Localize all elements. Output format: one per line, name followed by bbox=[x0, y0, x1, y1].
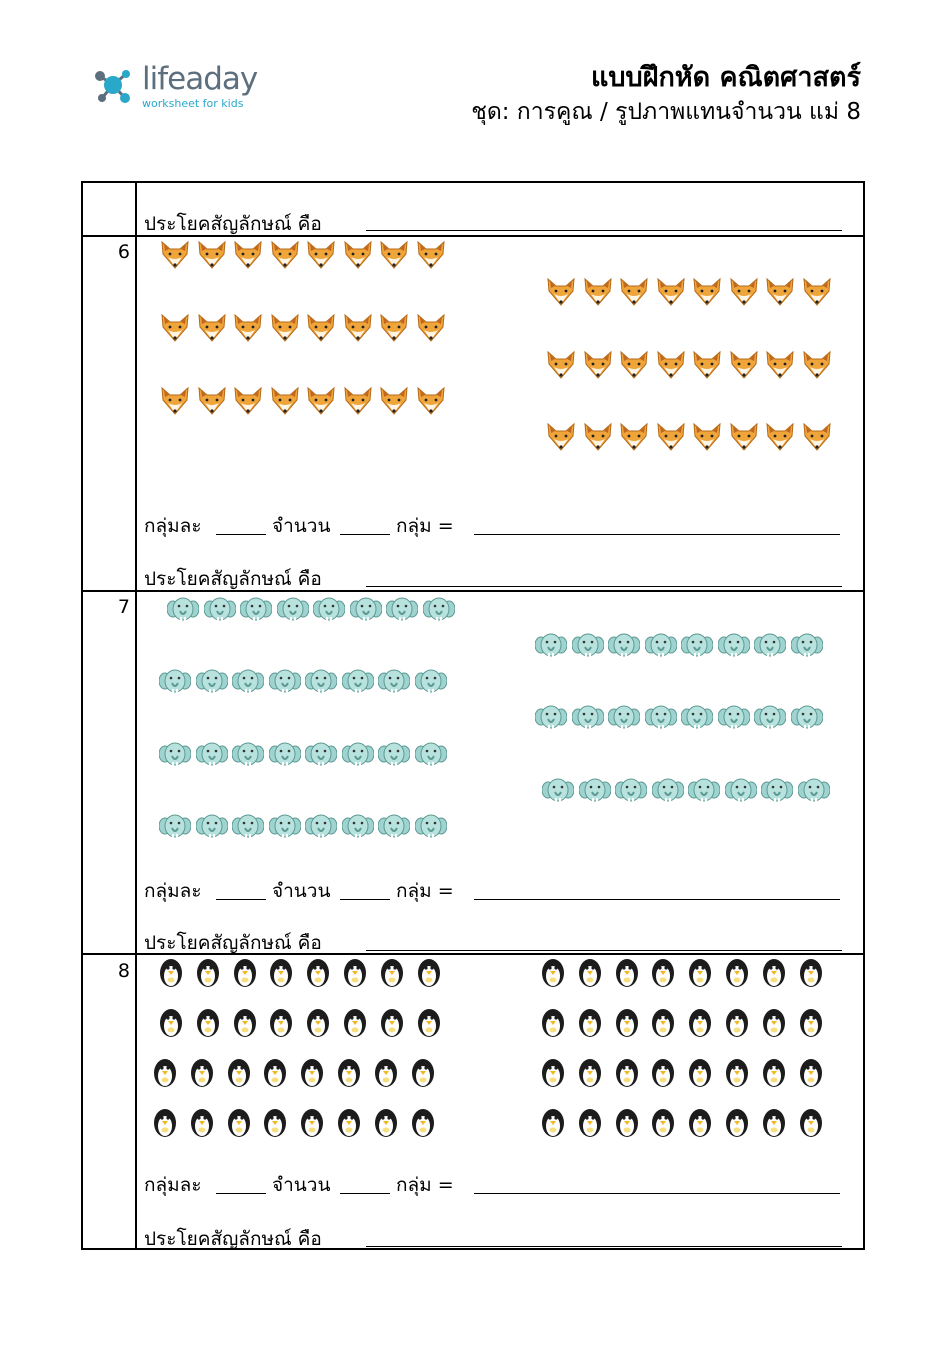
penguin-icon bbox=[333, 1058, 365, 1088]
elephant-face-icon bbox=[415, 667, 447, 697]
problem-number: 6 bbox=[117, 241, 130, 263]
elephant-face-icon bbox=[196, 740, 228, 770]
penguin-icon bbox=[647, 1058, 679, 1088]
elephant-face-icon bbox=[718, 703, 750, 733]
elephant-face-icon bbox=[645, 703, 677, 733]
fox-face-icon bbox=[545, 277, 577, 307]
penguin-icon bbox=[721, 958, 753, 988]
penguin-icon bbox=[229, 958, 261, 988]
elephant-face-icon bbox=[652, 776, 684, 806]
groups-equals-label: กลุ่ม = bbox=[396, 1174, 454, 1196]
penguin-icon bbox=[795, 1058, 827, 1088]
fox-face-icon bbox=[728, 422, 760, 452]
elephant-face-icon bbox=[754, 703, 786, 733]
penguin-icon bbox=[192, 1008, 224, 1038]
problem-number: 8 bbox=[117, 960, 130, 982]
penguin-icon bbox=[795, 1008, 827, 1038]
penguin-icon bbox=[721, 1108, 753, 1138]
penguin-icon bbox=[296, 1108, 328, 1138]
penguin-icon bbox=[611, 1058, 643, 1088]
logo-tagline: worksheet for kids bbox=[142, 97, 244, 110]
fox-face-icon bbox=[801, 422, 833, 452]
elephant-face-icon bbox=[615, 776, 647, 806]
elephant-face-icon bbox=[535, 703, 567, 733]
fox-face-icon bbox=[691, 277, 723, 307]
penguin-icon bbox=[339, 1008, 371, 1038]
fox-face-icon bbox=[728, 277, 760, 307]
fox-face-icon bbox=[618, 350, 650, 380]
fox-face-icon bbox=[801, 277, 833, 307]
fox-face-icon bbox=[545, 422, 577, 452]
penguin-icon bbox=[574, 1058, 606, 1088]
elephant-face-icon bbox=[277, 595, 309, 625]
elephant-face-icon bbox=[608, 703, 640, 733]
penguin-icon bbox=[537, 1008, 569, 1038]
fox-face-icon bbox=[691, 422, 723, 452]
elephant-face-icon bbox=[342, 667, 374, 697]
fox-face-icon bbox=[342, 313, 374, 343]
penguin-icon bbox=[574, 1008, 606, 1038]
penguin-icon bbox=[370, 1108, 402, 1138]
fox-face-icon bbox=[378, 240, 410, 270]
elephant-face-icon bbox=[423, 595, 455, 625]
worksheet-subtitle: ชุด: การคูณ / รูปภาพแทนจำนวน แม่ 8 bbox=[471, 99, 861, 125]
problem-number: 7 bbox=[117, 596, 130, 618]
penguin-icon bbox=[647, 1008, 679, 1038]
penguin-icon bbox=[758, 1058, 790, 1088]
sentence-label: ประโยคสัญลักษณ์ คือ bbox=[144, 213, 322, 235]
elephant-face-icon bbox=[798, 776, 830, 806]
penguin-icon bbox=[611, 1108, 643, 1138]
fox-face-icon bbox=[582, 277, 614, 307]
elephant-face-icon bbox=[232, 740, 264, 770]
penguin-icon bbox=[684, 958, 716, 988]
fox-face-icon bbox=[196, 313, 228, 343]
group-label: กลุ่มละ bbox=[144, 1174, 202, 1196]
picture-area bbox=[137, 0, 863, 1345]
penguin-icon bbox=[192, 958, 224, 988]
fox-face-icon bbox=[196, 240, 228, 270]
elephant-face-icon bbox=[386, 595, 418, 625]
fox-face-icon bbox=[415, 313, 447, 343]
elephant-face-icon bbox=[313, 595, 345, 625]
fox-face-icon bbox=[305, 386, 337, 416]
fox-face-icon bbox=[378, 313, 410, 343]
elephant-face-icon bbox=[269, 667, 301, 697]
molecule-logo-icon bbox=[90, 62, 136, 108]
penguin-icon bbox=[537, 958, 569, 988]
fox-face-icon bbox=[655, 350, 687, 380]
fox-face-icon bbox=[159, 240, 191, 270]
fox-face-icon bbox=[618, 422, 650, 452]
elephant-face-icon bbox=[240, 595, 272, 625]
penguin-icon bbox=[574, 958, 606, 988]
elephant-face-icon bbox=[159, 812, 191, 842]
penguin-icon bbox=[758, 1008, 790, 1038]
fox-face-icon bbox=[415, 240, 447, 270]
fox-face-icon bbox=[269, 386, 301, 416]
fox-face-icon bbox=[728, 350, 760, 380]
penguin-icon bbox=[684, 1008, 716, 1038]
elephant-face-icon bbox=[305, 740, 337, 770]
elephant-face-icon bbox=[688, 776, 720, 806]
fox-face-icon bbox=[764, 422, 796, 452]
group-label: กลุ่มละ bbox=[144, 515, 202, 537]
fox-face-icon bbox=[342, 386, 374, 416]
elephant-face-icon bbox=[415, 812, 447, 842]
penguin-icon bbox=[302, 1008, 334, 1038]
penguin-icon bbox=[795, 1108, 827, 1138]
elephant-face-icon bbox=[342, 740, 374, 770]
fox-face-icon bbox=[159, 386, 191, 416]
fox-face-icon bbox=[269, 240, 301, 270]
elephant-face-icon bbox=[378, 812, 410, 842]
sentence-label: ประโยคสัญลักษณ์ คือ bbox=[144, 1228, 322, 1250]
fox-face-icon bbox=[764, 277, 796, 307]
groups-equals-label: กลุ่ม = bbox=[396, 880, 454, 902]
penguin-icon bbox=[186, 1108, 218, 1138]
elephant-face-icon bbox=[378, 667, 410, 697]
penguin-icon bbox=[155, 958, 187, 988]
elephant-face-icon bbox=[791, 703, 823, 733]
fox-face-icon bbox=[801, 350, 833, 380]
elephant-face-icon bbox=[204, 595, 236, 625]
fox-face-icon bbox=[378, 386, 410, 416]
count-label: จำนวน bbox=[272, 515, 331, 537]
elephant-face-icon bbox=[415, 740, 447, 770]
penguin-icon bbox=[537, 1108, 569, 1138]
elephant-face-icon bbox=[305, 812, 337, 842]
fox-face-icon bbox=[232, 240, 264, 270]
sentence-label: ประโยคสัญลักษณ์ คือ bbox=[144, 932, 322, 954]
fox-face-icon bbox=[196, 386, 228, 416]
elephant-face-icon bbox=[350, 595, 382, 625]
elephant-face-icon bbox=[269, 740, 301, 770]
penguin-icon bbox=[795, 958, 827, 988]
penguin-icon bbox=[302, 958, 334, 988]
penguin-icon bbox=[259, 1058, 291, 1088]
penguin-icon bbox=[721, 1008, 753, 1038]
elephant-face-icon bbox=[645, 631, 677, 661]
elephant-face-icon bbox=[681, 703, 713, 733]
sentence-label: ประโยคสัญลักษณ์ คือ bbox=[144, 568, 322, 590]
elephant-face-icon bbox=[572, 631, 604, 661]
elephant-face-icon bbox=[196, 812, 228, 842]
elephant-face-icon bbox=[232, 812, 264, 842]
penguin-icon bbox=[333, 1108, 365, 1138]
worksheet-title: แบบฝึกหัด คณิตศาสตร์ bbox=[590, 62, 861, 93]
penguin-icon bbox=[574, 1108, 606, 1138]
penguin-icon bbox=[537, 1058, 569, 1088]
fox-face-icon bbox=[232, 313, 264, 343]
penguin-icon bbox=[407, 1058, 439, 1088]
fox-face-icon bbox=[305, 240, 337, 270]
penguin-icon bbox=[684, 1058, 716, 1088]
fox-face-icon bbox=[232, 386, 264, 416]
penguin-icon bbox=[647, 1108, 679, 1138]
penguin-icon bbox=[223, 1058, 255, 1088]
penguin-icon bbox=[758, 958, 790, 988]
elephant-face-icon bbox=[681, 631, 713, 661]
penguin-icon bbox=[265, 958, 297, 988]
fox-face-icon bbox=[269, 313, 301, 343]
count-label: จำนวน bbox=[272, 1174, 331, 1196]
fox-face-icon bbox=[305, 313, 337, 343]
penguin-icon bbox=[223, 1108, 255, 1138]
fox-face-icon bbox=[582, 350, 614, 380]
fox-face-icon bbox=[415, 386, 447, 416]
groups-equals-label: กลุ่ม = bbox=[396, 515, 454, 537]
penguin-icon bbox=[186, 1058, 218, 1088]
elephant-face-icon bbox=[791, 631, 823, 661]
fox-face-icon bbox=[764, 350, 796, 380]
penguin-icon bbox=[721, 1058, 753, 1088]
penguin-icon bbox=[265, 1008, 297, 1038]
elephant-face-icon bbox=[535, 631, 567, 661]
elephant-face-icon bbox=[269, 812, 301, 842]
penguin-icon bbox=[611, 958, 643, 988]
fox-face-icon bbox=[342, 240, 374, 270]
elephant-face-icon bbox=[572, 703, 604, 733]
elephant-face-icon bbox=[232, 667, 264, 697]
fox-face-icon bbox=[159, 313, 191, 343]
penguin-icon bbox=[149, 1058, 181, 1088]
elephant-face-icon bbox=[159, 740, 191, 770]
penguin-icon bbox=[229, 1008, 261, 1038]
penguin-icon bbox=[413, 1008, 445, 1038]
penguin-icon bbox=[296, 1058, 328, 1088]
fox-face-icon bbox=[655, 277, 687, 307]
penguin-icon bbox=[413, 958, 445, 988]
elephant-face-icon bbox=[718, 631, 750, 661]
elephant-face-icon bbox=[542, 776, 574, 806]
logo-brand-text: lifeaday bbox=[142, 61, 258, 97]
penguin-icon bbox=[758, 1108, 790, 1138]
elephant-face-icon bbox=[196, 667, 228, 697]
penguin-icon bbox=[339, 958, 371, 988]
elephant-face-icon bbox=[342, 812, 374, 842]
elephant-face-icon bbox=[378, 740, 410, 770]
penguin-icon bbox=[684, 1108, 716, 1138]
penguin-icon bbox=[376, 958, 408, 988]
elephant-face-icon bbox=[159, 667, 191, 697]
elephant-face-icon bbox=[579, 776, 611, 806]
fox-face-icon bbox=[618, 277, 650, 307]
penguin-icon bbox=[611, 1008, 643, 1038]
group-label: กลุ่มละ bbox=[144, 880, 202, 902]
penguin-icon bbox=[155, 1008, 187, 1038]
penguin-icon bbox=[370, 1058, 402, 1088]
penguin-icon bbox=[647, 958, 679, 988]
fox-face-icon bbox=[655, 422, 687, 452]
elephant-face-icon bbox=[761, 776, 793, 806]
fox-face-icon bbox=[691, 350, 723, 380]
penguin-icon bbox=[407, 1108, 439, 1138]
elephant-face-icon bbox=[754, 631, 786, 661]
fox-face-icon bbox=[582, 422, 614, 452]
elephant-face-icon bbox=[725, 776, 757, 806]
penguin-icon bbox=[149, 1108, 181, 1138]
elephant-face-icon bbox=[305, 667, 337, 697]
penguin-icon bbox=[376, 1008, 408, 1038]
elephant-face-icon bbox=[608, 631, 640, 661]
fox-face-icon bbox=[545, 350, 577, 380]
elephant-face-icon bbox=[167, 595, 199, 625]
count-label: จำนวน bbox=[272, 880, 331, 902]
penguin-icon bbox=[259, 1108, 291, 1138]
